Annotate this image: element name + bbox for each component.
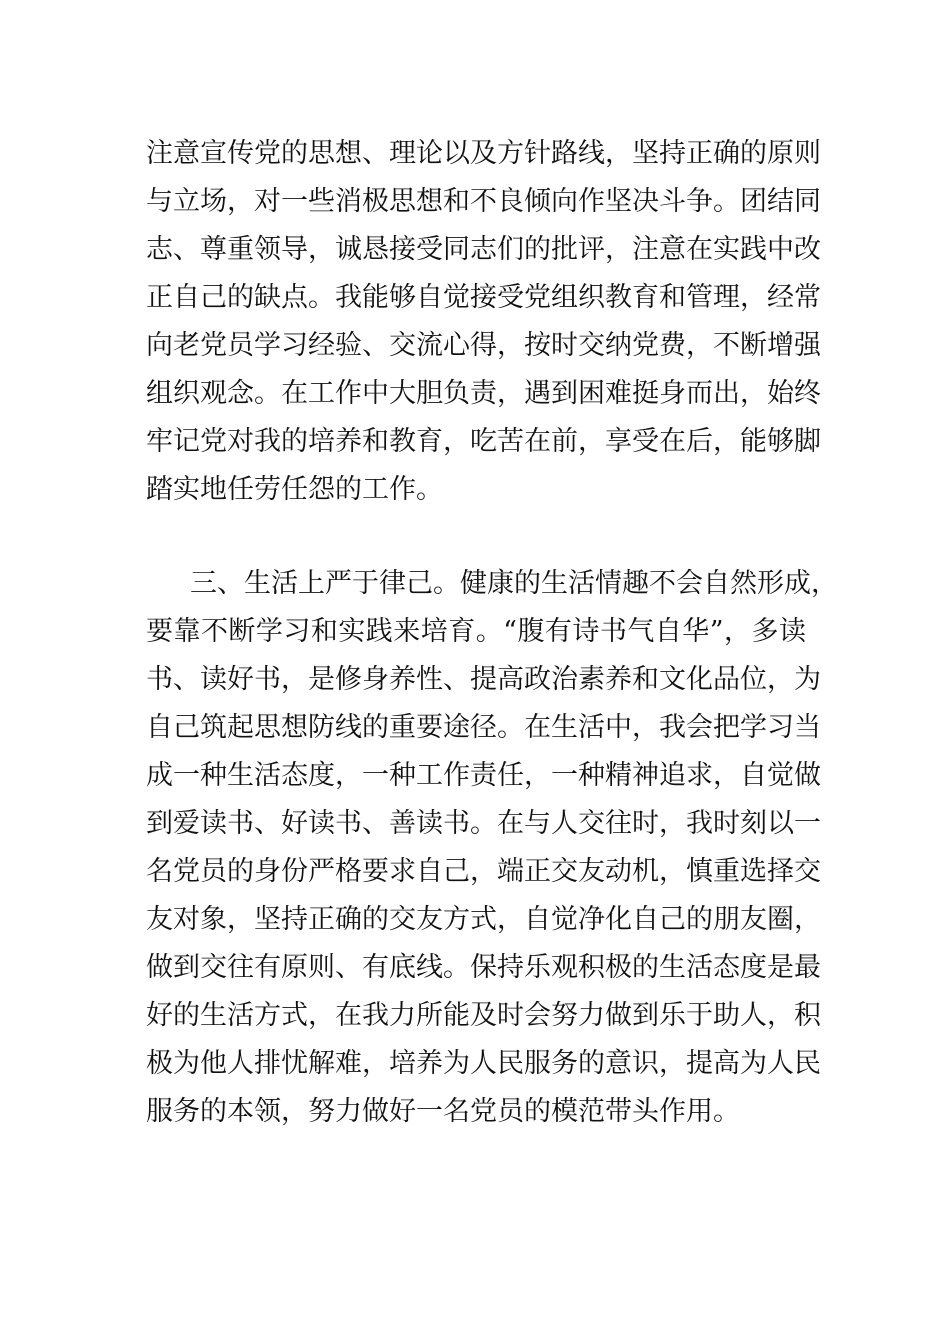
paragraph-line: 成一种生活态度，一种工作责任，一种精神追求，自觉做	[146, 760, 821, 791]
paragraph-line: 要靠不断学习和实践来培育。“腹有诗书气自华”，多读	[146, 616, 806, 647]
paragraph-line: 友对象，坚持正确的交友方式，自觉净化自己的朋友圈，	[146, 904, 821, 935]
paragraph-line: 正自己的缺点。我能够自觉接受党组织教育和管理，经常	[146, 282, 821, 313]
paragraph-line: 服务的本领，努力做好一名党员的模范带头作用。	[146, 1096, 740, 1127]
paragraph-line: 极为他人排忧解难，培养为人民服务的意识，提高为人民	[146, 1048, 821, 1079]
paragraph-line: 向老党员学习经验、交流心得，按时交纳党费，不断增强	[146, 330, 821, 361]
paragraph-line: 到爱读书、好读书、善读书。在与人交往时，我时刻以一	[146, 808, 821, 839]
paragraph-line: 书、读好书，是修身养性、提高政治素养和文化品位，为	[146, 664, 821, 695]
paragraph-line: 与立场，对一些消极思想和不良倾向作坚决斗争。团结同	[146, 186, 821, 217]
paragraph-line: 名党员的身份严格要求自己，端正交友动机，慎重选择交	[146, 856, 821, 887]
paragraph-line: 志、尊重领导，诚恳接受同志们的批评，注意在实践中改	[146, 234, 821, 265]
section-heading-line: 三、生活上严于律己。健康的生活情趣不会自然形成，	[190, 568, 838, 599]
paragraph-line: 自己筑起思想防线的重要途径。在生活中，我会把学习当	[146, 712, 821, 743]
paragraph-line: 好的生活方式，在我力所能及时会努力做到乐于助人，积	[146, 1000, 821, 1031]
paragraph-line: 注意宣传党的思想、理论以及方针路线，坚持正确的原则	[146, 138, 821, 169]
paragraph-line: 组织观念。在工作中大胆负责，遇到困难挺身而出，始终	[146, 378, 821, 409]
paragraph-line: 踏实地任劳任怨的工作。	[146, 474, 443, 505]
paragraph-line: 做到交往有原则、有底线。保持乐观积极的生活态度是最	[146, 952, 821, 983]
paragraph-line: 牢记党对我的培养和教育，吃苦在前，享受在后，能够脚	[146, 426, 821, 457]
